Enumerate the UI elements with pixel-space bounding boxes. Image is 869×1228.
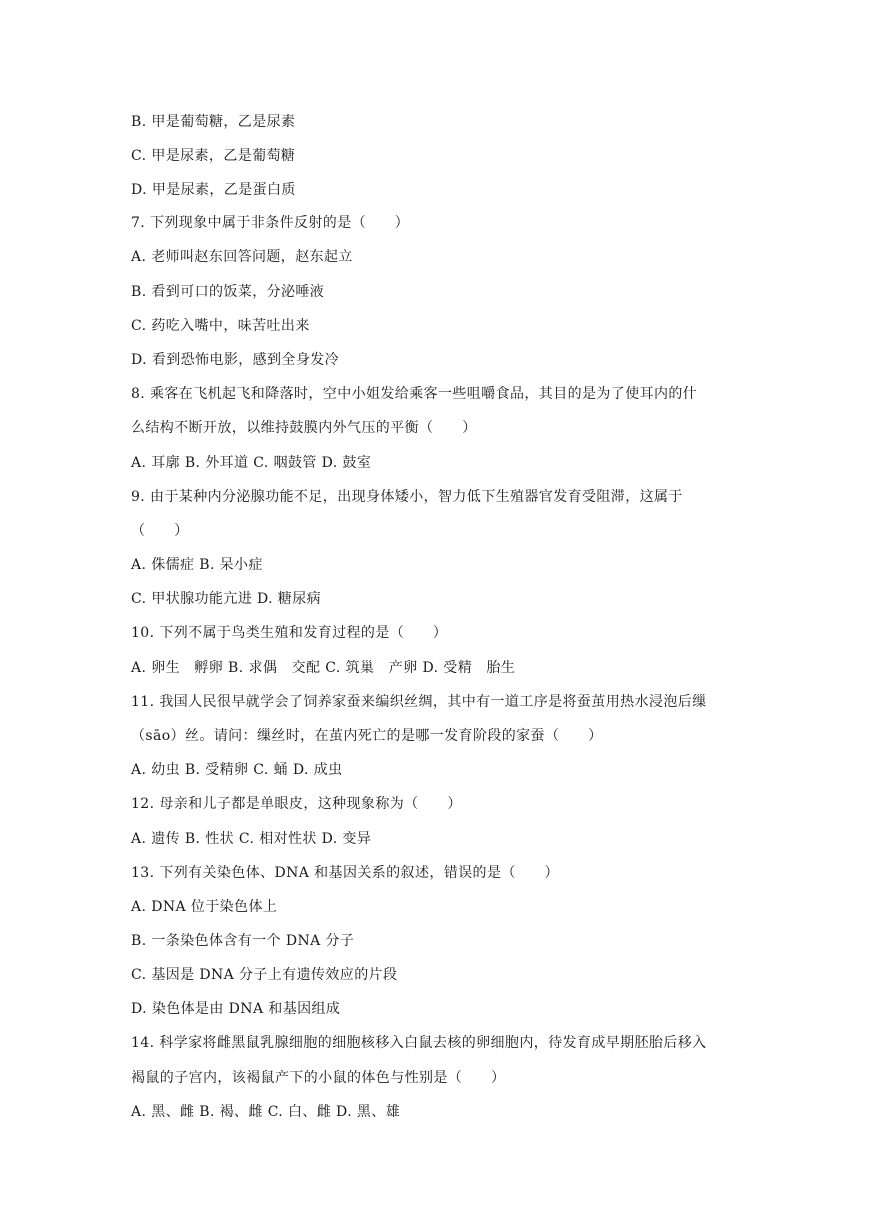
question-8-line-1: 8. 乘客在飞机起飞和降落时，空中小姐发给乘客一些咀嚼食品，其目的是为了使耳内的什 <box>131 386 698 402</box>
question-14-line-1: 14. 科学家将雌黑鼠乳腺细胞的细胞核移入白鼠去核的卵细胞内，待发育成早期胚胎后移入 <box>131 1035 707 1051</box>
question-9-line-2: （ ） <box>131 523 189 539</box>
options-8: A. 耳廓 B. 外耳道 C. 咽鼓管 D. 鼓室 <box>131 455 372 471</box>
question-7: 7. 下列现象中属于非条件反射的是（ ） <box>131 215 410 231</box>
question-13: 13. 下列有关染色体、DNA 和基因关系的叙述，错误的是（ ） <box>131 865 559 881</box>
option-13b: B. 一条染色体含有一个 DNA 分子 <box>131 933 355 949</box>
option-7c: C. 药吃入嘴中，味苦吐出来 <box>131 318 310 334</box>
question-10: 10. 下列不属于鸟类生殖和发育过程的是（ ） <box>131 625 448 641</box>
question-9-line-1: 9. 由于某种内分泌腺功能不足，出现身体矮小，智力低下生殖器官发育受阻滞，这属于 <box>131 489 683 505</box>
options-9-cd: C. 甲状腺功能亢进 D. 糖尿病 <box>131 591 321 607</box>
option-13d: D. 染色体是由 DNA 和基因组成 <box>131 1001 341 1017</box>
question-8-line-2: 么结构不断开放，以维持鼓膜内外气压的平衡（ ） <box>131 420 477 436</box>
option-6c: C. 甲是尿素，乙是葡萄糖 <box>131 148 296 164</box>
option-6d: D. 甲是尿素，乙是蛋白质 <box>131 182 296 198</box>
options-12: A. 遗传 B. 性状 C. 相对性状 D. 变异 <box>131 831 372 847</box>
question-11-line-1: 11. 我国人民很早就学会了饲养家蚕来编织丝绸，其中有一道工序是将蚕茧用热水浸泡后缫 <box>131 694 707 710</box>
question-12: 12. 母亲和儿子都是单眼皮，这种现象称为（ ） <box>131 796 462 812</box>
question-11-line-2: （sāo）丝。请问：缫丝时，在茧内死亡的是哪一发育阶段的家蚕（ ） <box>131 728 603 744</box>
question-14-line-2: 褐鼠的子宫内，该褐鼠产下的小鼠的体色与性别是（ ） <box>131 1070 506 1086</box>
option-13c: C. 基因是 DNA 分子上有遗传效应的片段 <box>131 967 398 983</box>
option-13a: A. DNA 位于染色体上 <box>131 899 278 915</box>
option-7b: B. 看到可口的饭菜，分泌唾液 <box>131 284 325 300</box>
option-7d: D. 看到恐怖电影，感到全身发冷 <box>131 352 340 368</box>
option-7a: A. 老师叫赵东回答问题，赵东起立 <box>131 249 353 265</box>
options-11: A. 幼虫 B. 受精卵 C. 蛹 D. 成虫 <box>131 762 343 778</box>
options-9-ab: A. 侏儒症 B. 呆小症 <box>131 557 263 573</box>
options-14: A. 黑、雌 B. 褐、雌 C. 白、雌 D. 黑、雄 <box>131 1104 401 1120</box>
option-6b: B. 甲是葡萄糖，乙是尿素 <box>131 114 296 130</box>
options-10: A. 卵生 孵卵 B. 求偶 交配 C. 筑巢 产卵 D. 受精 胎生 <box>131 660 516 676</box>
